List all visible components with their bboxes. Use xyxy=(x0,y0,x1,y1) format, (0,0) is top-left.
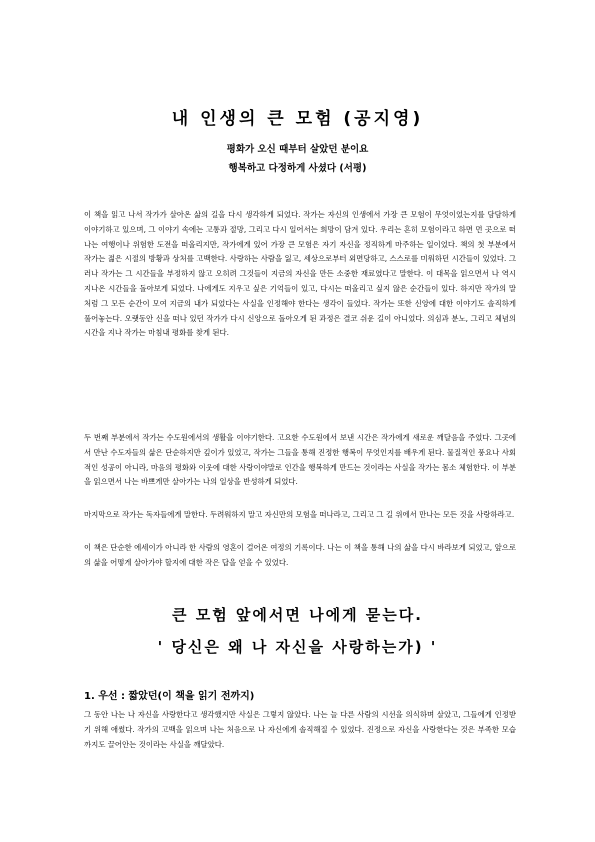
body-paragraph-2: 두 번째 부분에서 작가는 수도원에서의 생활을 이야기한다. 고요한 수도원에서 보낸 시간은 작가에게 새로운 깨달음을 주었다. 그곳에서 만난 수도자들의 삶은 단순하지만 깊이가 있었고, 작가는 그들을 통해 진정한 행복이 무엇인지를 배우게 된다. 물질적인 풍요나 사회적인 성공이 아니라, 마음의 평화와 이웃에 대한 사랑이야말로 인간을 행복하게 만드는 것이라는 사실을 작가는 몸소 체험한다. 이 부분을 읽으면서 나는 바쁘게만 살아가는 나의 일상을 반성하게 되었다. xyxy=(84,433,516,487)
document-subtitle-line-1: 평화가 오신 때부터 살았던 분이요 xyxy=(226,144,369,155)
document-subtitle-line-2: 행복하고 다정하게 사셨다 (서평) xyxy=(228,163,367,174)
body-paragraph-3: 마지막으로 작가는 독자들에게 말한다. 두려워하지 말고 자신만의 모험을 떠나라고, 그리고 그 길 위에서 만나는 모든 것을 사랑하라고. xyxy=(84,510,515,519)
body-paragraph-4: 이 책은 단순한 에세이가 아니라 한 사람의 영혼이 걸어온 여정의 기록이다. 나는 이 책을 통해 나의 삶을 다시 바라보게 되었고, 앞으로의 삶을 어떻게 살아가야 할지에 대한 작은 답을 얻을 수 있었다. xyxy=(84,543,516,567)
section-heading-line-2: ' 당신은 왜 나 자신을 사랑하는가) ' xyxy=(157,638,438,656)
body-paragraph-1: 이 책을 읽고 나서 작가가 살아온 삶의 길을 다시 생각하게 되었다. 작가는 자신의 인생에서 가장 큰 모험이 무엇이었는지를 담담하게 이야기하고 있으며, 그 이야기 속에는 고통과 절망, 그리고 다시 일어서는 희망이 담겨 있다. 우리는 흔히 모험이라고 하면 먼 곳으로 떠나는 여행이나 위험한 도전을 떠올리지만, 작가에게 있어 가장 큰 모험은 자기 자신을 정직하게 마주하는 일이었다. 책의 첫 부분에서 작가는 젊은 시절의 방황과 상처를 고백한다. 사랑하는 사람을 잃고, 세상으로부터 외면당하고, 스스로를 미워하던 시간들이 있었다. 그러나 작가는 그 시간들을 부정하지 않고 오히려 그것들이 지금의 자신을 만든 소중한 재료였다고 말한다. 이 대목을 읽으면서 나 역시 지나온 시간들을 돌아보게 되었다. 나에게도 지우고 싶은 기억들이 있고, 다시는 떠올리고 싶지 않은 순간들이 있다. 하지만 작가의 말처럼 그 모든 순간이 모여 지금의 내가 되었다는 사실을 인정해야 한다는 생각이 들었다. 작가는 또한 신앙에 대한 이야기도 솔직하게 풀어놓는다. 오랫동안 신을 떠나 있던 작가가 다시 신앙으로 돌아오게 된 과정은 결코 쉬운 길이 아니었다. 의심과 분노, 그리고 체념의 시간을 지나 작가는 마침내 평화를 찾게 된다. xyxy=(84,210,516,338)
document-title: 내 인생의 큰 모험 (공지영) xyxy=(171,109,424,129)
subsection-title: 1. 우선 : 짧았던(이 책을 읽기 전까지) xyxy=(84,691,255,702)
subsection-paragraph: 그 동안 나는 나 자신을 사랑한다고 생각했지만 사실은 그렇지 않았다. 나는 늘 다른 사람의 시선을 의식하며 살았고, 그들에게 인정받기 위해 애썼다. 작가의 고백을 읽으며 나는 처음으로 나 자신에게 솔직해질 수 있었다. 진정으로 자신을 사랑한다는 것은 부족한 모습까지도 끌어안는 것이라는 사실을 깨달았다. xyxy=(84,710,516,749)
section-heading-line-1: 큰 모험 앞에서면 나에게 묻는다. xyxy=(172,606,423,624)
